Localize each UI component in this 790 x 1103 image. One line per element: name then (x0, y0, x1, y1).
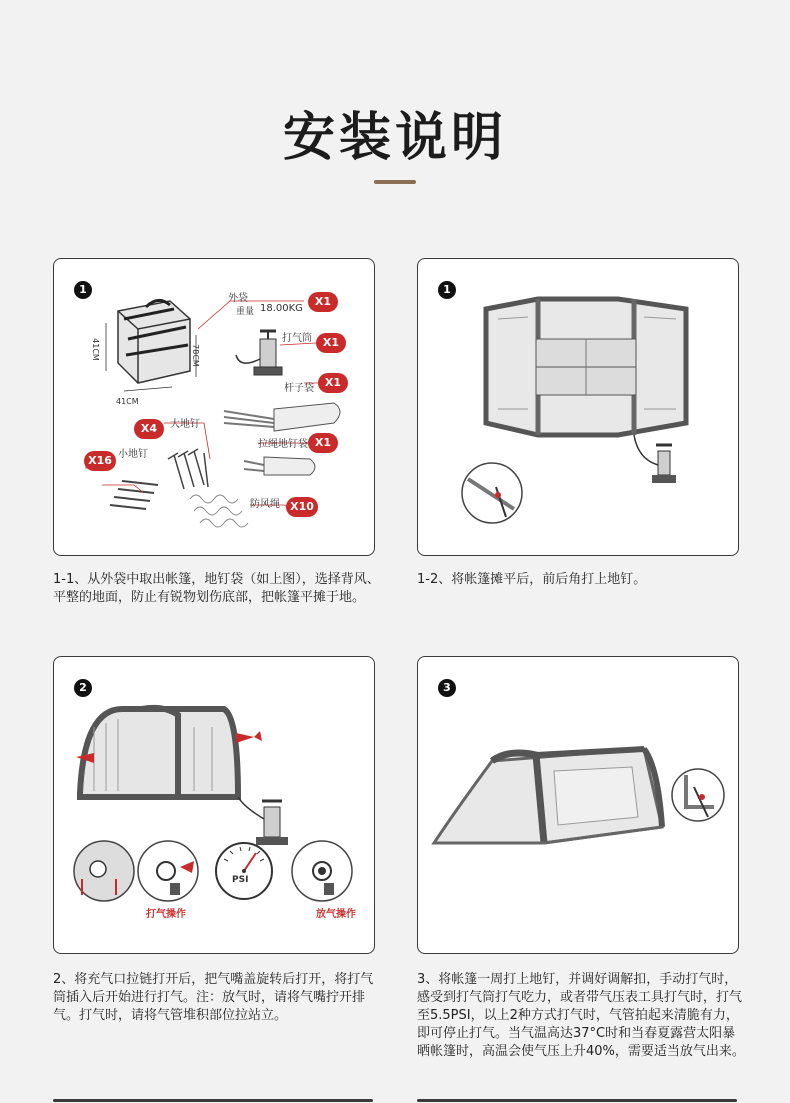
step-2-card (53, 656, 375, 954)
small-stake-label: 小地钉 (118, 449, 148, 460)
big-stake-icon (168, 449, 208, 489)
pole-bag-label: 杆子袋 (284, 383, 314, 394)
dim-height-label: 41CM (90, 338, 100, 361)
valve-open-icon (74, 841, 134, 901)
page-title: 安装说明 (282, 108, 507, 168)
wind-rope-count: X10 (286, 497, 318, 517)
step-badge: 1 (74, 281, 92, 299)
next-card-edge-right (417, 1099, 737, 1102)
step-badge: 2 (74, 679, 92, 697)
step-1-1-card (53, 258, 375, 556)
pole-bag-count: X1 (318, 373, 348, 393)
pressure-gauge-icon (216, 843, 272, 899)
tent-flat-icon (486, 299, 686, 435)
pump-icon (236, 331, 282, 375)
inflate-label: 打气操作 (146, 909, 186, 920)
tent-icon (434, 749, 662, 843)
dim-length-label: 78CM (190, 344, 200, 367)
step-1-1-caption: 1-1、从外袋中取出帐篷，地钉袋（如上图），选择背风、平整的地面，防止有锐物划伤底部，把帐篷平摊于地。 (53, 572, 380, 605)
next-card-edge-left (53, 1099, 373, 1102)
wind-rope-label: 防风绳 (250, 499, 280, 510)
small-stake-count: X16 (84, 451, 116, 471)
pump-icon (238, 797, 288, 845)
title-divider (374, 180, 416, 184)
wind-rope-icon (190, 495, 248, 527)
outer-bag-count: X1 (308, 292, 338, 312)
step-1-2-caption: 1-2、将帐篷摊平后，前后角打上地钉。 (417, 572, 647, 587)
step-1-2-card (417, 258, 739, 556)
rope-stake-bag-label: 拉绳地钉袋 (258, 439, 308, 450)
outer-bag-label: 外袋 (228, 293, 248, 304)
tent-icon (76, 708, 262, 797)
staked-tent-illustration (418, 657, 738, 953)
deflate-label: 放气操作 (316, 909, 356, 920)
pump-count: X1 (316, 333, 346, 353)
big-stake-count: X4 (134, 419, 164, 439)
step-badge: 3 (438, 679, 456, 697)
weight-label: 重量 (236, 307, 255, 317)
rope-stake-bag-icon (244, 457, 315, 475)
pump-icon (634, 435, 676, 483)
valve-deflate-icon (292, 841, 352, 901)
step-3-card (417, 656, 739, 954)
step-2-caption: 2、将充气口拉链打开后，把气嘴盖旋转后打开，将打气筒插入后开始进行打气。注：放气时，请将气嘴拧开排气。打气时，请将气管堆积部位拉站立。 (53, 972, 374, 1023)
step-3-caption: 3、将帐篷一周打上地钉，并调好调解扣，手动打气时，感受到打气筒打气吃力，或者带气压表工具打气时，打气至5.5PSI，以上2种方式打气时，气管拍起来清脆有力，即可停止打气。当气温高达37°C时和当春夏露营太阳暴晒帐篷时，高温会使气压上升40%，需要适当放气出来。 (417, 972, 745, 1059)
valve-inflate-icon (138, 841, 198, 901)
weight-value: 18.00KG (260, 303, 303, 314)
dim-width-label: 41CM (116, 397, 139, 406)
rope-stake-bag-count: X1 (308, 433, 338, 453)
stake-detail-icon (672, 769, 724, 821)
step-badge: 1 (438, 281, 456, 299)
pole-bag-icon (224, 403, 340, 431)
gauge-unit: PSI (232, 875, 249, 885)
pump-label: 打气筒 (282, 333, 312, 344)
big-stake-label: 大地钉 (170, 419, 200, 430)
bag-icon (118, 300, 190, 383)
stake-detail-icon (462, 463, 522, 523)
flat-tent-illustration (418, 259, 738, 555)
